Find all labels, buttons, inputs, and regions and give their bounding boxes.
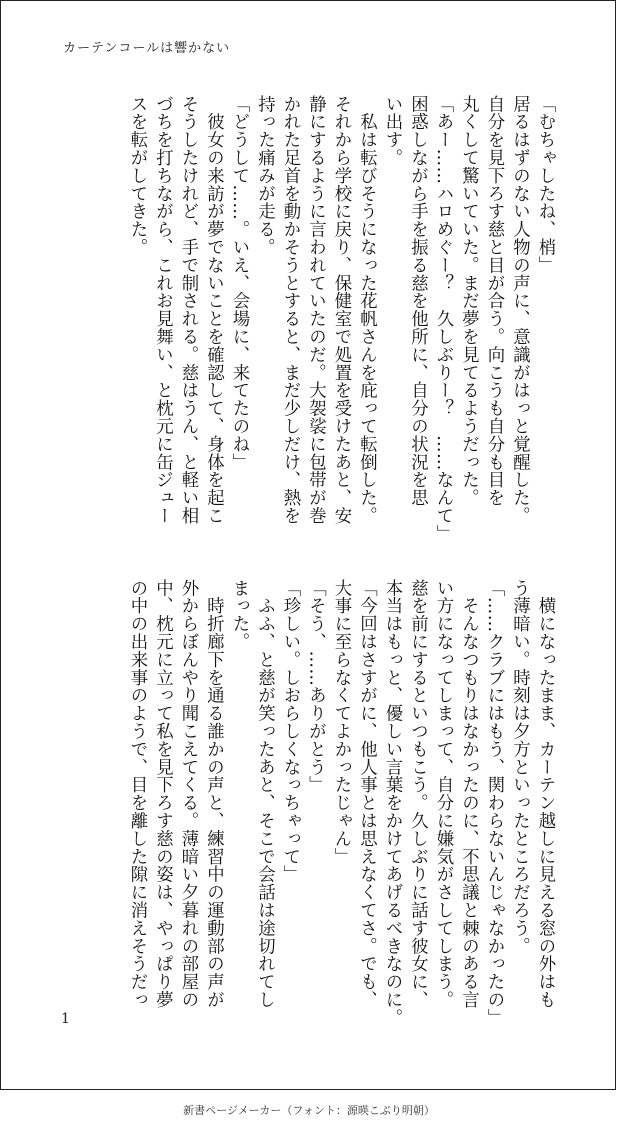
text-line: づちを打ちながら、これお見舞い、と枕元に缶ジュー xyxy=(152,95,173,525)
text-line: まった。 xyxy=(229,579,249,651)
text-line: 慈を前にするといつもこう。久しぶりに話す彼女に、 xyxy=(407,579,428,1009)
text-line: 困惑しながら手を振る慈を他所に、自分の状況を思 xyxy=(407,95,428,507)
text-line: い方になってしまって、自分に嫌気がさしてしまう。 xyxy=(433,579,453,1009)
running-title: カーテンコールは響かない xyxy=(63,41,231,56)
text-line: 横になったまま、カーテン越しに見える窓の外はも xyxy=(535,579,555,1009)
text-line: 「どうして……。いえ、会場に、来てたのね」 xyxy=(229,95,249,471)
text-line: 静にするように言われていたのだ。大袈裟に包帯が巻 xyxy=(305,95,326,525)
text-line: 時折廊下を通る誰かの声と、練習中の運動部の声が xyxy=(203,579,224,1009)
text-line: 大事に至らなくてよかったじゃん」 xyxy=(331,579,351,866)
text-line: 「今回はさすがに、他人事とは思えなくてさ。でも、 xyxy=(356,579,377,1009)
text-line: 「……クラブにはもう、関わらないんじゃなかったの」 xyxy=(484,579,504,1027)
text-block-lower xyxy=(124,579,558,1027)
footer-credit: 新書ページメーカー（フォント：源暎こぶり明朝） xyxy=(183,1104,435,1117)
text-line: 持った痛みが走る。 xyxy=(254,95,275,257)
text-line: 彼女の来訪が夢でないことを確認して、身体を起こ xyxy=(203,95,224,525)
text-line: 自分を見下ろす慈と目が合う。向こうも自分も目を xyxy=(484,95,504,507)
text-line: そんなつもりはなかったのに、不思議と棘のある言 xyxy=(458,579,479,1009)
text-line: それから学校に戻り、保健室で処置を受けたあと、安 xyxy=(331,95,351,525)
text-line: 外からぼんやり聞こえてくる。薄暗い夕暮れの部屋の xyxy=(178,579,198,1009)
text-line: スを転がしてきた。 xyxy=(127,95,147,257)
text-line: う薄暗い。時刻は夕方といったところだろう。 xyxy=(509,579,530,955)
text-line: 「むちゃしたね、梢」 xyxy=(535,95,555,274)
text-line: かれた足首を動かそうとすると、まだ少しだけ、熱を xyxy=(280,95,300,525)
text-line: い出す。 xyxy=(382,95,402,167)
text-line: そうしたけれど、手で制される。慈はうん、と軽い相 xyxy=(178,95,198,525)
text-line: 「珍しい。しおらしくなっちゃって」 xyxy=(280,579,300,884)
text-line: の中の出来事のようで、目を離した隙に消えそうだっ xyxy=(127,579,147,1009)
text-line: 中、枕元に立って私を見下ろす慈の姿は、やっぱり夢 xyxy=(152,579,173,1009)
page-number: 1 xyxy=(61,1011,70,1027)
text-line: 丸くして驚いていた。まだ夢を見てるようだった。 xyxy=(458,95,479,507)
text-block-upper xyxy=(124,95,558,543)
text-line: ふふ、と慈が笑ったあと、そこで会話は途切れてし xyxy=(254,579,275,1009)
text-line: 私は転びそうになった花帆さんを庇って転倒した。 xyxy=(356,95,377,525)
text-line: 「そう、……ありがとう」 xyxy=(305,579,326,794)
text-line: 本当はもっと、優しい言葉をかけてあげるべきなのに。 xyxy=(382,579,402,1027)
text-line: 居るはずのない人物の声に、意識がはっと覚醒した。 xyxy=(509,95,530,525)
text-line: 「あー……ハロめぐー？ 久しぶりー？ ……なんて」 xyxy=(433,95,453,543)
